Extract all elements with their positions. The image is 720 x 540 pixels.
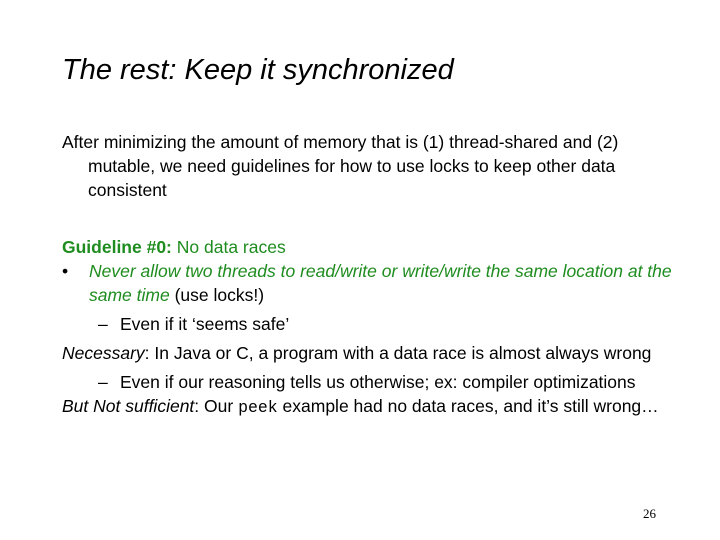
slide-body [62, 130, 682, 420]
bullet-emphasis: Never allow two threads to read/write or write/write the same location at the same time [89, 261, 672, 305]
necessary-label: Necessary [62, 343, 145, 363]
guideline-heading [62, 235, 682, 259]
page-number: 26 [643, 506, 656, 521]
bullet-suffix: (use locks!) [169, 285, 265, 305]
sub-bullet-item [62, 312, 682, 336]
spacer [62, 202, 682, 235]
bullet-item [62, 259, 682, 307]
bullet-marker: • [62, 261, 69, 281]
sub-bullet-item [62, 370, 682, 394]
sub-bullet-text: Even if our reasoning tells us otherwise; ex: compiler optimizations [120, 372, 636, 392]
dash-marker: – [98, 372, 108, 392]
necessary-paragraph [62, 341, 682, 365]
slide-title: The rest: Keep it synchronized [62, 54, 454, 86]
not-sufficient-text-before: : Our [194, 396, 239, 416]
dash-marker: – [98, 314, 108, 334]
intro-paragraph: After minimizing the amount of memory that is (1) thread-shared and (2) mutable, we need guidelines for how to use locks to keep other data consistent [62, 132, 619, 200]
sub-bullet-text: Even if it ‘seems safe’ [120, 314, 290, 334]
code-peek: peek [238, 398, 278, 417]
not-sufficient-paragraph [62, 394, 682, 420]
guideline-text: No data races [171, 237, 286, 257]
guideline-label: Guideline #0: [62, 237, 172, 257]
not-sufficient-text-after: example had no data races, and it’s still wrong… [277, 396, 659, 416]
not-sufficient-label: But Not sufficient [62, 396, 195, 416]
necessary-text: : In Java or C, a program with a data race is almost always wrong [144, 343, 652, 363]
